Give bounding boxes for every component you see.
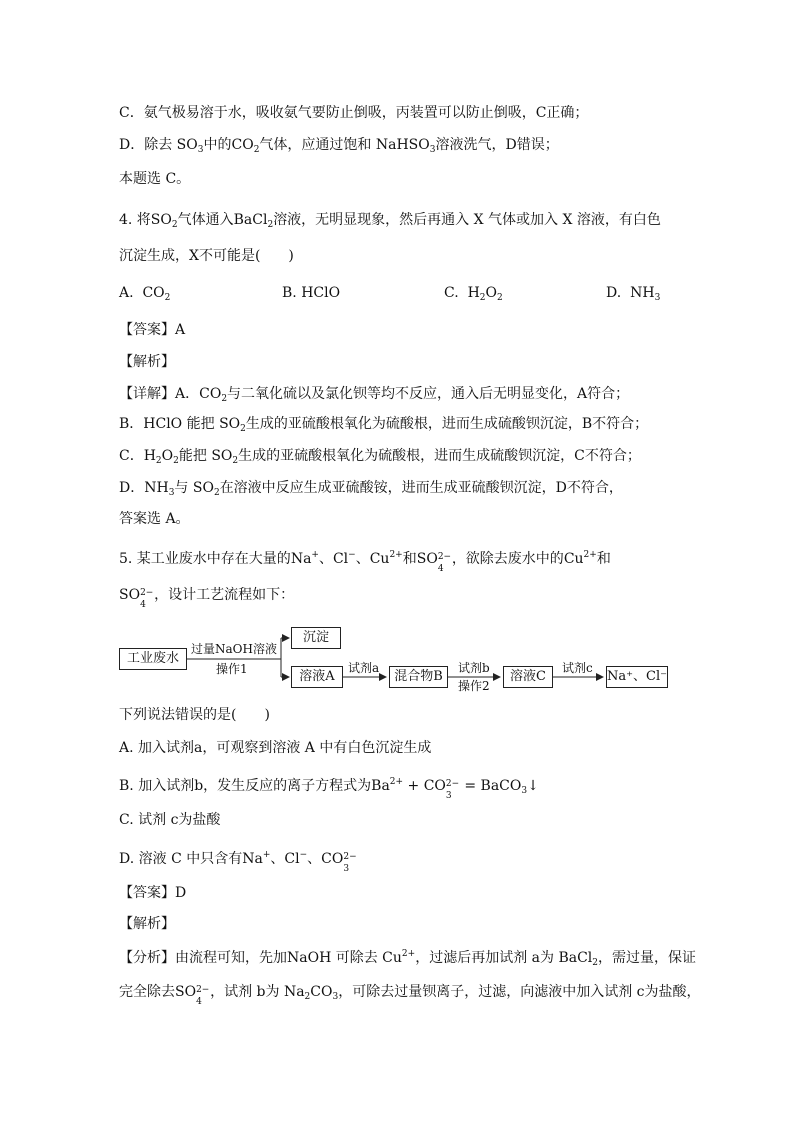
q4-stem-line2: 沉淀生成，X不可能是( ) [119,248,294,264]
q5-analysis-heading: 【解析】 [119,916,175,932]
q4-conclusion: 答案选 A。 [119,511,190,527]
q4-option-c: C. $H_2O_2$ [444,285,503,303]
q4-analysis-heading: 【解析】 [119,354,175,370]
box-final: Na⁺、Cl⁻ [606,666,668,688]
q5-fenxi-line2: 完全除去SO 2− 4 ，试剂 b为 $Na_2CO_3$，可除去过量钡离子，过滤，向滤液中加入试剂 c为盐酸， [119,984,701,1007]
conclusion-1: 本题选 C。 [119,171,191,187]
box-solution-a: 溶液A [291,666,343,688]
q4-detail-b: B．HClO 能把 $SO_2$生成的亚硫酸根氧化为硫酸根，进而生成硫酸钡沉淀，B不符合； [119,416,649,434]
explanation-line-d: D．除去 $SO_3$中的$CO_2$气体，应通过饱和 NaHSO$_3$溶液洗气，D错误； [119,137,559,155]
q5-question: 下列说法错误的是( ) [119,707,270,723]
q5-answer: 【答案】D [119,885,187,901]
q4-detail-d: D．$NH_3$与 $SO_2$在溶液中反应生成亚硫酸铵，进而生成亚硫酸钡沉淀，D不符合， [119,480,623,498]
box-solution-c: 溶液C [503,666,553,688]
q5-stem-line1: 5. 某工业废水中存在大量的Na+、Cl−、$Cu^{2+}$和SO 2− 4 ，欲除去废水中的$Cu^{2+}$和 [119,550,611,574]
label-op1: 操作1 [216,662,248,676]
q4-detail-a: 【详解】A．$CO_2$与二氧化硫以及氯化钡等均不反应，通入后无明显变化，A符合； [119,386,630,404]
box-wastewater: 工业废水 [119,648,187,670]
label-reagent-b: 试剂b [458,661,490,675]
label-naoh: 过量NaOH溶液 [191,642,277,656]
q4-option-b: B. HClO [282,285,341,301]
q4-option-d: D. $NH_3$ [606,285,661,303]
box-precipitate: 沉淀 [291,627,341,649]
q4-stem-line1: 4. 将$SO_2$气体通入BaCl$_2$溶液，无明显现象，然后再通入 X 气体或加入 X 溶液，有白色 [119,212,661,230]
q5-option-b: B. 加入试剂b，发生反应的离子方程式为$Ba^{2+}$ + CO 2− 3 = BaCO$_3$↓ [119,777,539,801]
q5-option-a: A. 加入试剂a，可观察到溶液 A 中有白色沉淀生成 [119,740,432,756]
label-op2: 操作2 [458,679,490,693]
q5-stem-line2: SO 2− 4 ，设计工艺流程如下： [119,587,295,610]
q4-answer: 【答案】A [119,322,186,338]
q5-option-d: D. 溶液 C 中只含有Na+、Cl−、CO 2− 3 [119,850,357,874]
explanation-line-c: C．氨气极易溶于水，吸收氨气要防止倒吸，丙装置可以防止倒吸，C正确； [119,105,589,121]
q4-option-a: A. $CO_2$ [119,285,171,303]
q5-option-c: C. 试剂 c为盐酸 [119,812,221,828]
q4-detail-c: C．$H_2O_2$能把 $SO_2$生成的亚硫酸根氧化为硫酸根，进而生成硫酸钡沉淀，C不符合； [119,448,641,466]
label-reagent-a: 试剂a [348,661,380,675]
q5-fenxi-line1: 【分析】由流程可知，先加NaOH 可除去 $Cu^{2+}$，过滤后再加试剂 a为 BaCl$_2$，需过量，保证 [119,949,697,968]
label-reagent-c: 试剂c [562,661,593,675]
box-mixture-b: 混合物B [389,666,448,688]
